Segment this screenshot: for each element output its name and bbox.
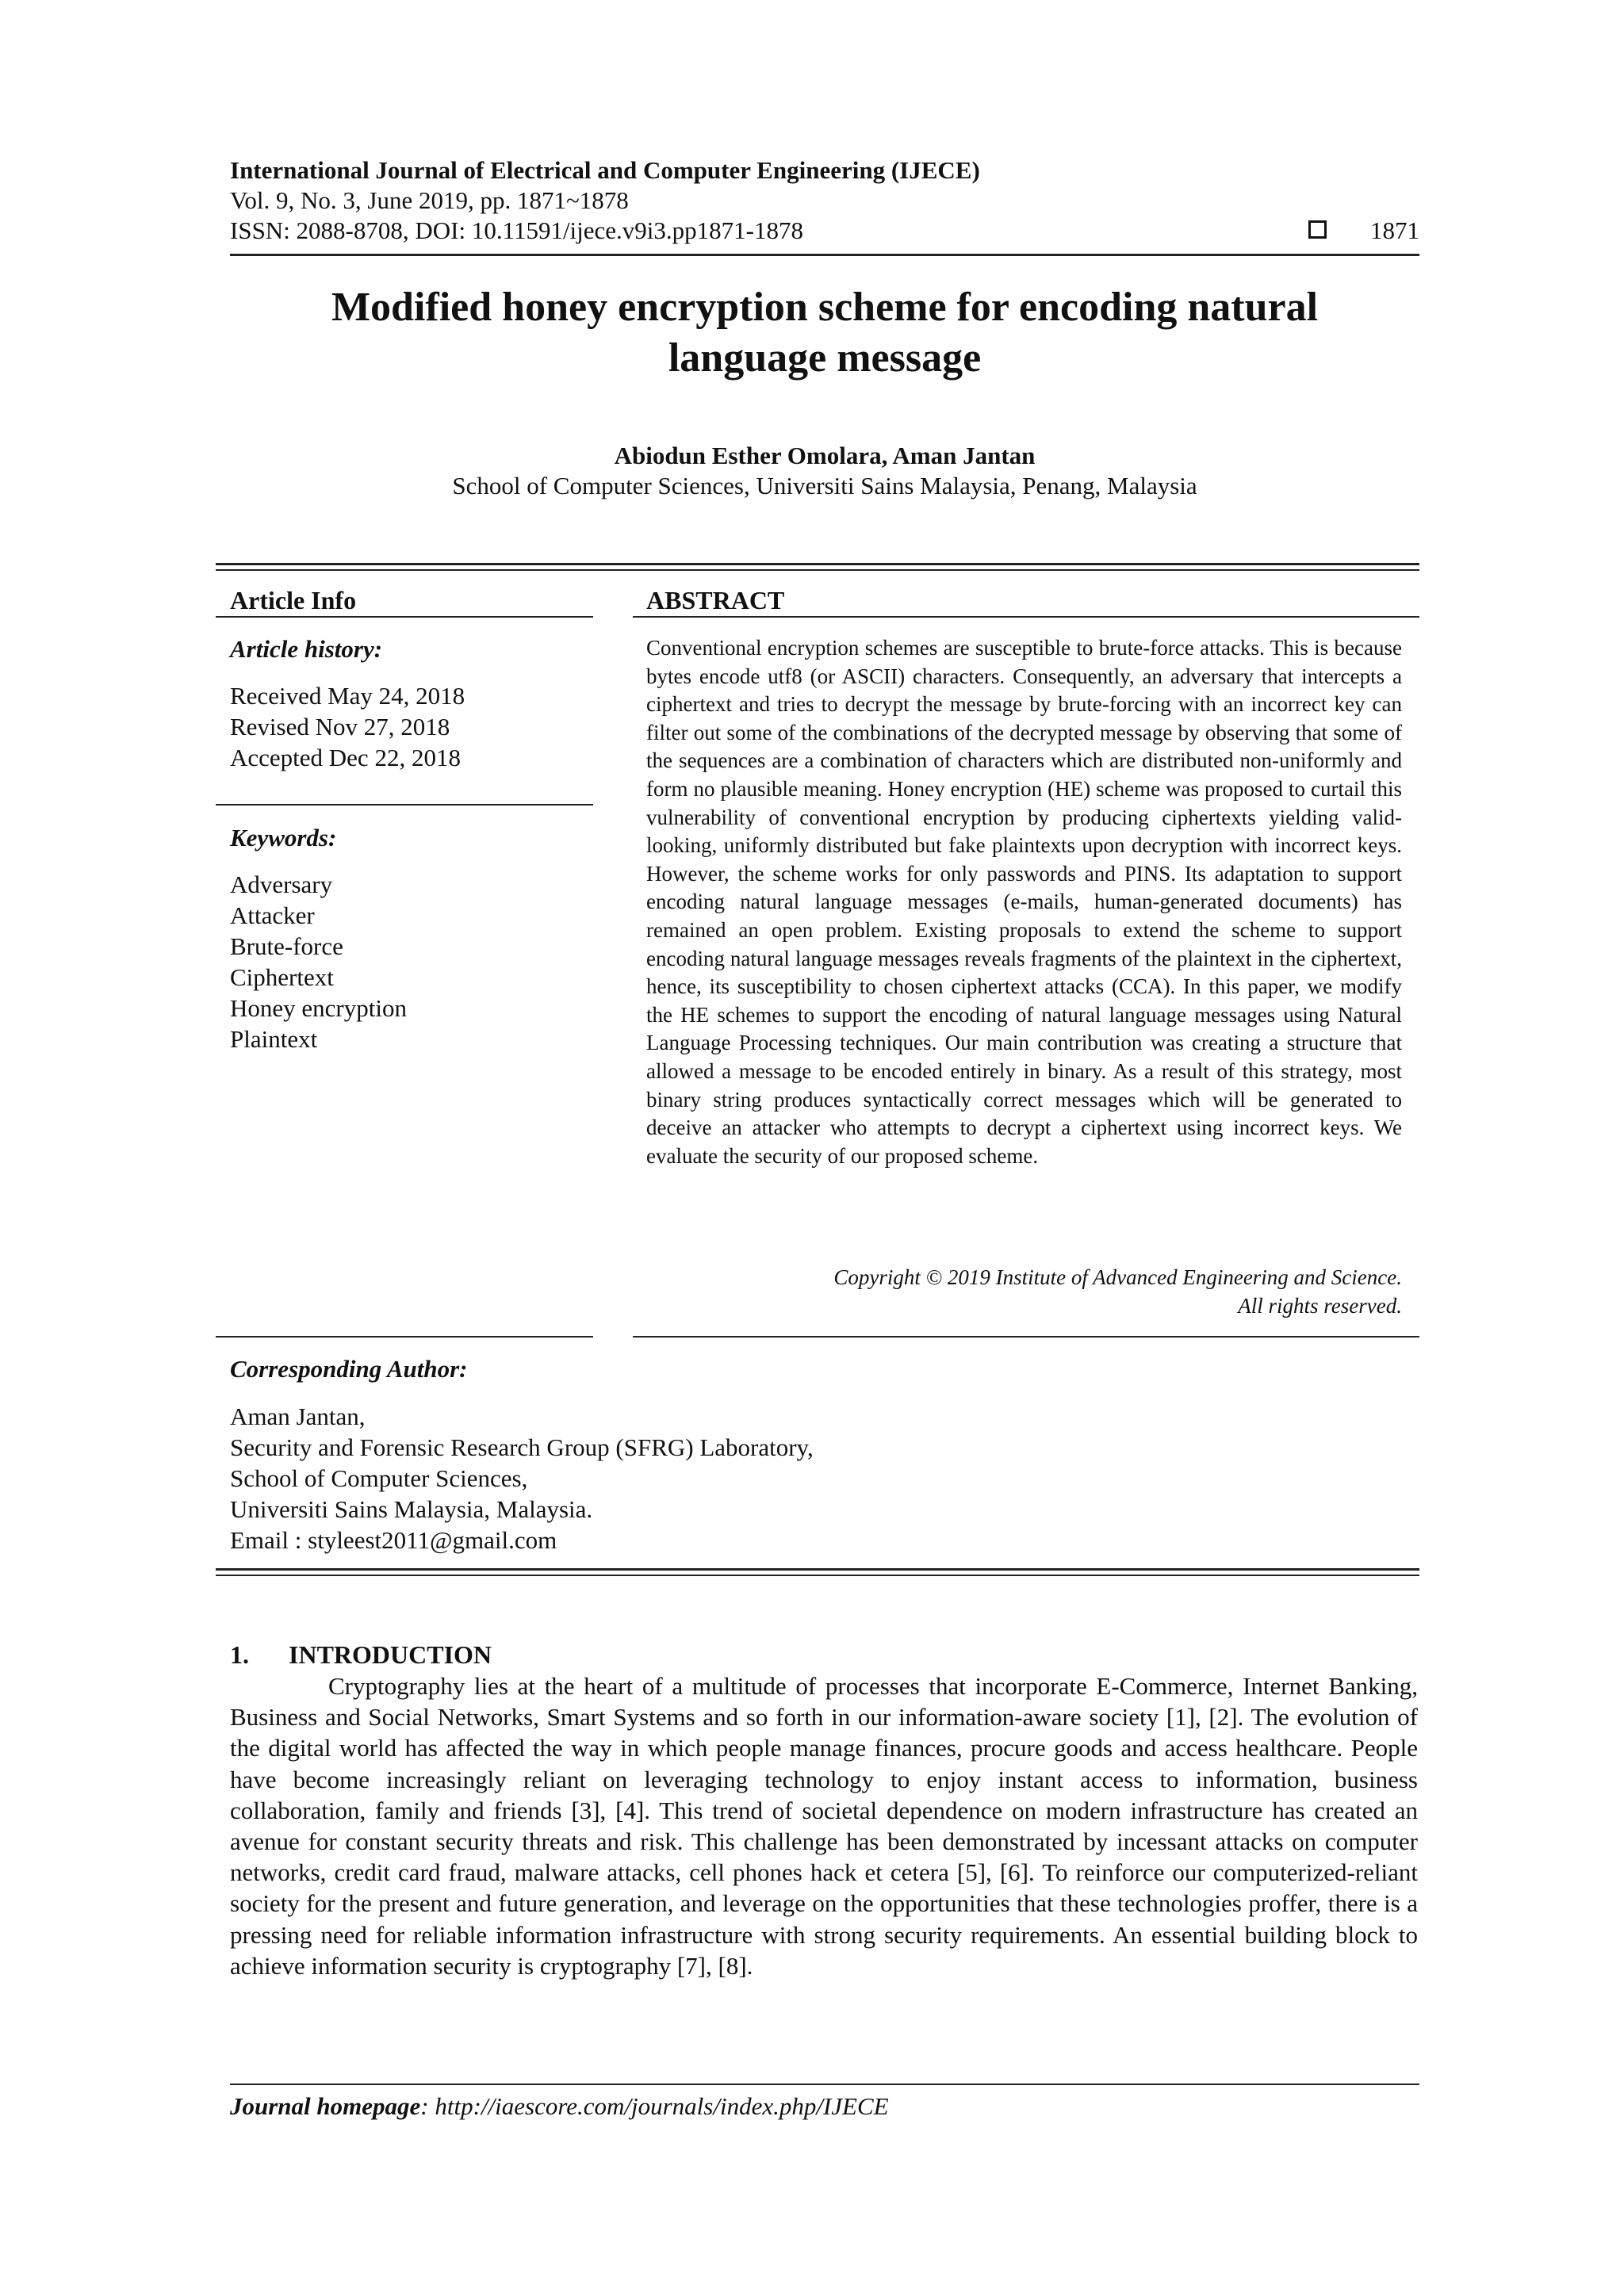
homepage-label: Journal homepage bbox=[230, 2092, 421, 2120]
keyword-item: Adversary bbox=[230, 871, 333, 898]
affiliation: School of Computer Sciences, Universiti Sains Malaysia, Penang, Malaysia bbox=[452, 472, 1197, 499]
authors: Abiodun Esther Omolara, Aman Jantan bbox=[614, 442, 1036, 469]
keyword-item: Plaintext bbox=[230, 1025, 318, 1053]
copyright-line-1: Copyright © 2019 Institute of Advanced Engineering and Science. bbox=[833, 1265, 1402, 1289]
revised-date: Revised Nov 27, 2018 bbox=[230, 713, 450, 740]
keyword-item: Attacker bbox=[230, 901, 315, 929]
title-line-2: language message bbox=[668, 335, 982, 381]
homepage-url[interactable]: : http://iaescore.com/journals/index.php/IJECE bbox=[420, 2092, 889, 2120]
author-university: Universiti Sains Malaysia, Malaysia. bbox=[230, 1495, 593, 1523]
info-top-rule-2 bbox=[216, 569, 1419, 571]
journal-issn: ISSN: 2088-8708, DOI: 10.11591/ijece.v9i3.pp1871-1878 bbox=[230, 216, 803, 244]
abstract-heading: ABSTRACT bbox=[646, 586, 785, 614]
author-school: School of Computer Sciences, bbox=[230, 1464, 528, 1492]
info-bottom-rule-2 bbox=[216, 1575, 1419, 1576]
introduction-text: Cryptography lies at the heart of a multitude of processes that incorporate E-Commerce, Internet Banking, Business and Social Networks, Smart Systems and so forth in our information-aware society [1], [2]. The evolution of the digital world has affected the way in which people manage finances, procure goods and access healthcare. People have become increasingly reliant on leveraging technology to enjoy instant access to information, business collaboration, family and friends [3], [4]. This trend of societal dependence on modern infrastructure has created an avenue for constant security threats and risk. This challenge has been demonstrated by incessant attacks on computer networks, credit card fraud, malware attacks, cell phones hack et cetera [5], [6]. To reinforce our computerized-reliant society for the present and future generation, and leverage on the opportunities that these technologies proffer, there is a pressing need for reliable information infrastructure with strong security requirements. An essential building block to achieve information security is cryptography [7], [8]. bbox=[230, 1672, 1418, 1980]
keyword-item: Ciphertext bbox=[230, 963, 334, 991]
info-bottom-rule-left bbox=[216, 1336, 593, 1337]
section-title: INTRODUCTION bbox=[289, 1640, 492, 1669]
author-lab: Security and Forensic Research Group (SFRG) Laboratory, bbox=[230, 1433, 814, 1461]
journal-name: International Journal of Electrical and Computer Engineering (IJECE) bbox=[230, 156, 980, 184]
keywords-heading: Keywords: bbox=[230, 824, 337, 851]
copyright bbox=[646, 1263, 1402, 1320]
article-info-heading: Article Info bbox=[230, 586, 357, 614]
copyright-line-2: All rights reserved. bbox=[1238, 1294, 1402, 1318]
section-heading-introduction bbox=[230, 1640, 492, 1670]
article-info-rule bbox=[216, 616, 593, 618]
abstract-rule bbox=[633, 616, 1419, 618]
info-bottom-rule bbox=[216, 1568, 1419, 1571]
info-top-rule bbox=[216, 563, 1419, 565]
footer-rule bbox=[230, 2084, 1419, 2085]
author-email: Email : styleest2011@gmail.com bbox=[230, 1526, 557, 1554]
history-rule bbox=[216, 804, 593, 806]
keyword-item: Honey encryption bbox=[230, 994, 407, 1022]
journal-homepage bbox=[230, 2091, 889, 2122]
title-line-1: Modified honey encryption scheme for encoding natural bbox=[331, 285, 1319, 330]
accepted-date: Accepted Dec 22, 2018 bbox=[230, 744, 461, 771]
journal-volume: Vol. 9, No. 3, June 2019, pp. 1871~1878 bbox=[230, 186, 629, 214]
keyword-item: Brute-force bbox=[230, 932, 343, 960]
info-bottom-rule-right bbox=[633, 1336, 1419, 1337]
page-number: 1871 bbox=[1370, 216, 1419, 244]
square-icon bbox=[1308, 220, 1327, 239]
article-history-heading: Article history: bbox=[230, 635, 383, 663]
received-date: Received May 24, 2018 bbox=[230, 682, 465, 710]
paper-title bbox=[230, 282, 1419, 384]
author-name: Aman Jantan, bbox=[230, 1402, 366, 1430]
section-number: 1. bbox=[230, 1640, 249, 1669]
header-rule bbox=[230, 254, 1419, 256]
corresponding-heading: Corresponding Author: bbox=[230, 1355, 468, 1383]
abstract-text: Conventional encryption schemes are susceptible to brute-force attacks. This is because bytes encode utf8 (or ASCII) characters. Consequently, an adversary that intercepts a ciphertext and tries to decrypt the message by brute-forcing with an incorrect key can filter out some of the combinations of the decrypted message by observing that some of the sequences are a combination of characters which are distributed non-uniformly and form no plausible meaning. Honey encryption (HE) scheme was proposed to curtail this vulnerability of conventional encryption by producing ciphertexts yielding valid-looking, uniformly distributed but fake plaintexts upon decryption with incorrect keys. However, the scheme works for only passwords and PINS. Its adaptation to support encoding natural language messages (e-mails, human-generated documents) has remained an open problem. Existing proposals to extend the scheme to support encoding natural language messages reveals fragments of the plaintext in the ciphertext, hence, its susceptibility to chosen ciphertext attacks (CCA). In this paper, we modify the HE schemes to support the encoding of natural language messages using Natural Language Processing techniques. Our main contribution was creating a structure that allowed a message to be encoded entirely in binary. As a result of this strategy, most binary string produces syntactically correct messages which will be generated to deceive an attacker who attempts to decrypt a ciphertext using incorrect keys. We evaluate the security of our proposed scheme. bbox=[646, 636, 1402, 1168]
